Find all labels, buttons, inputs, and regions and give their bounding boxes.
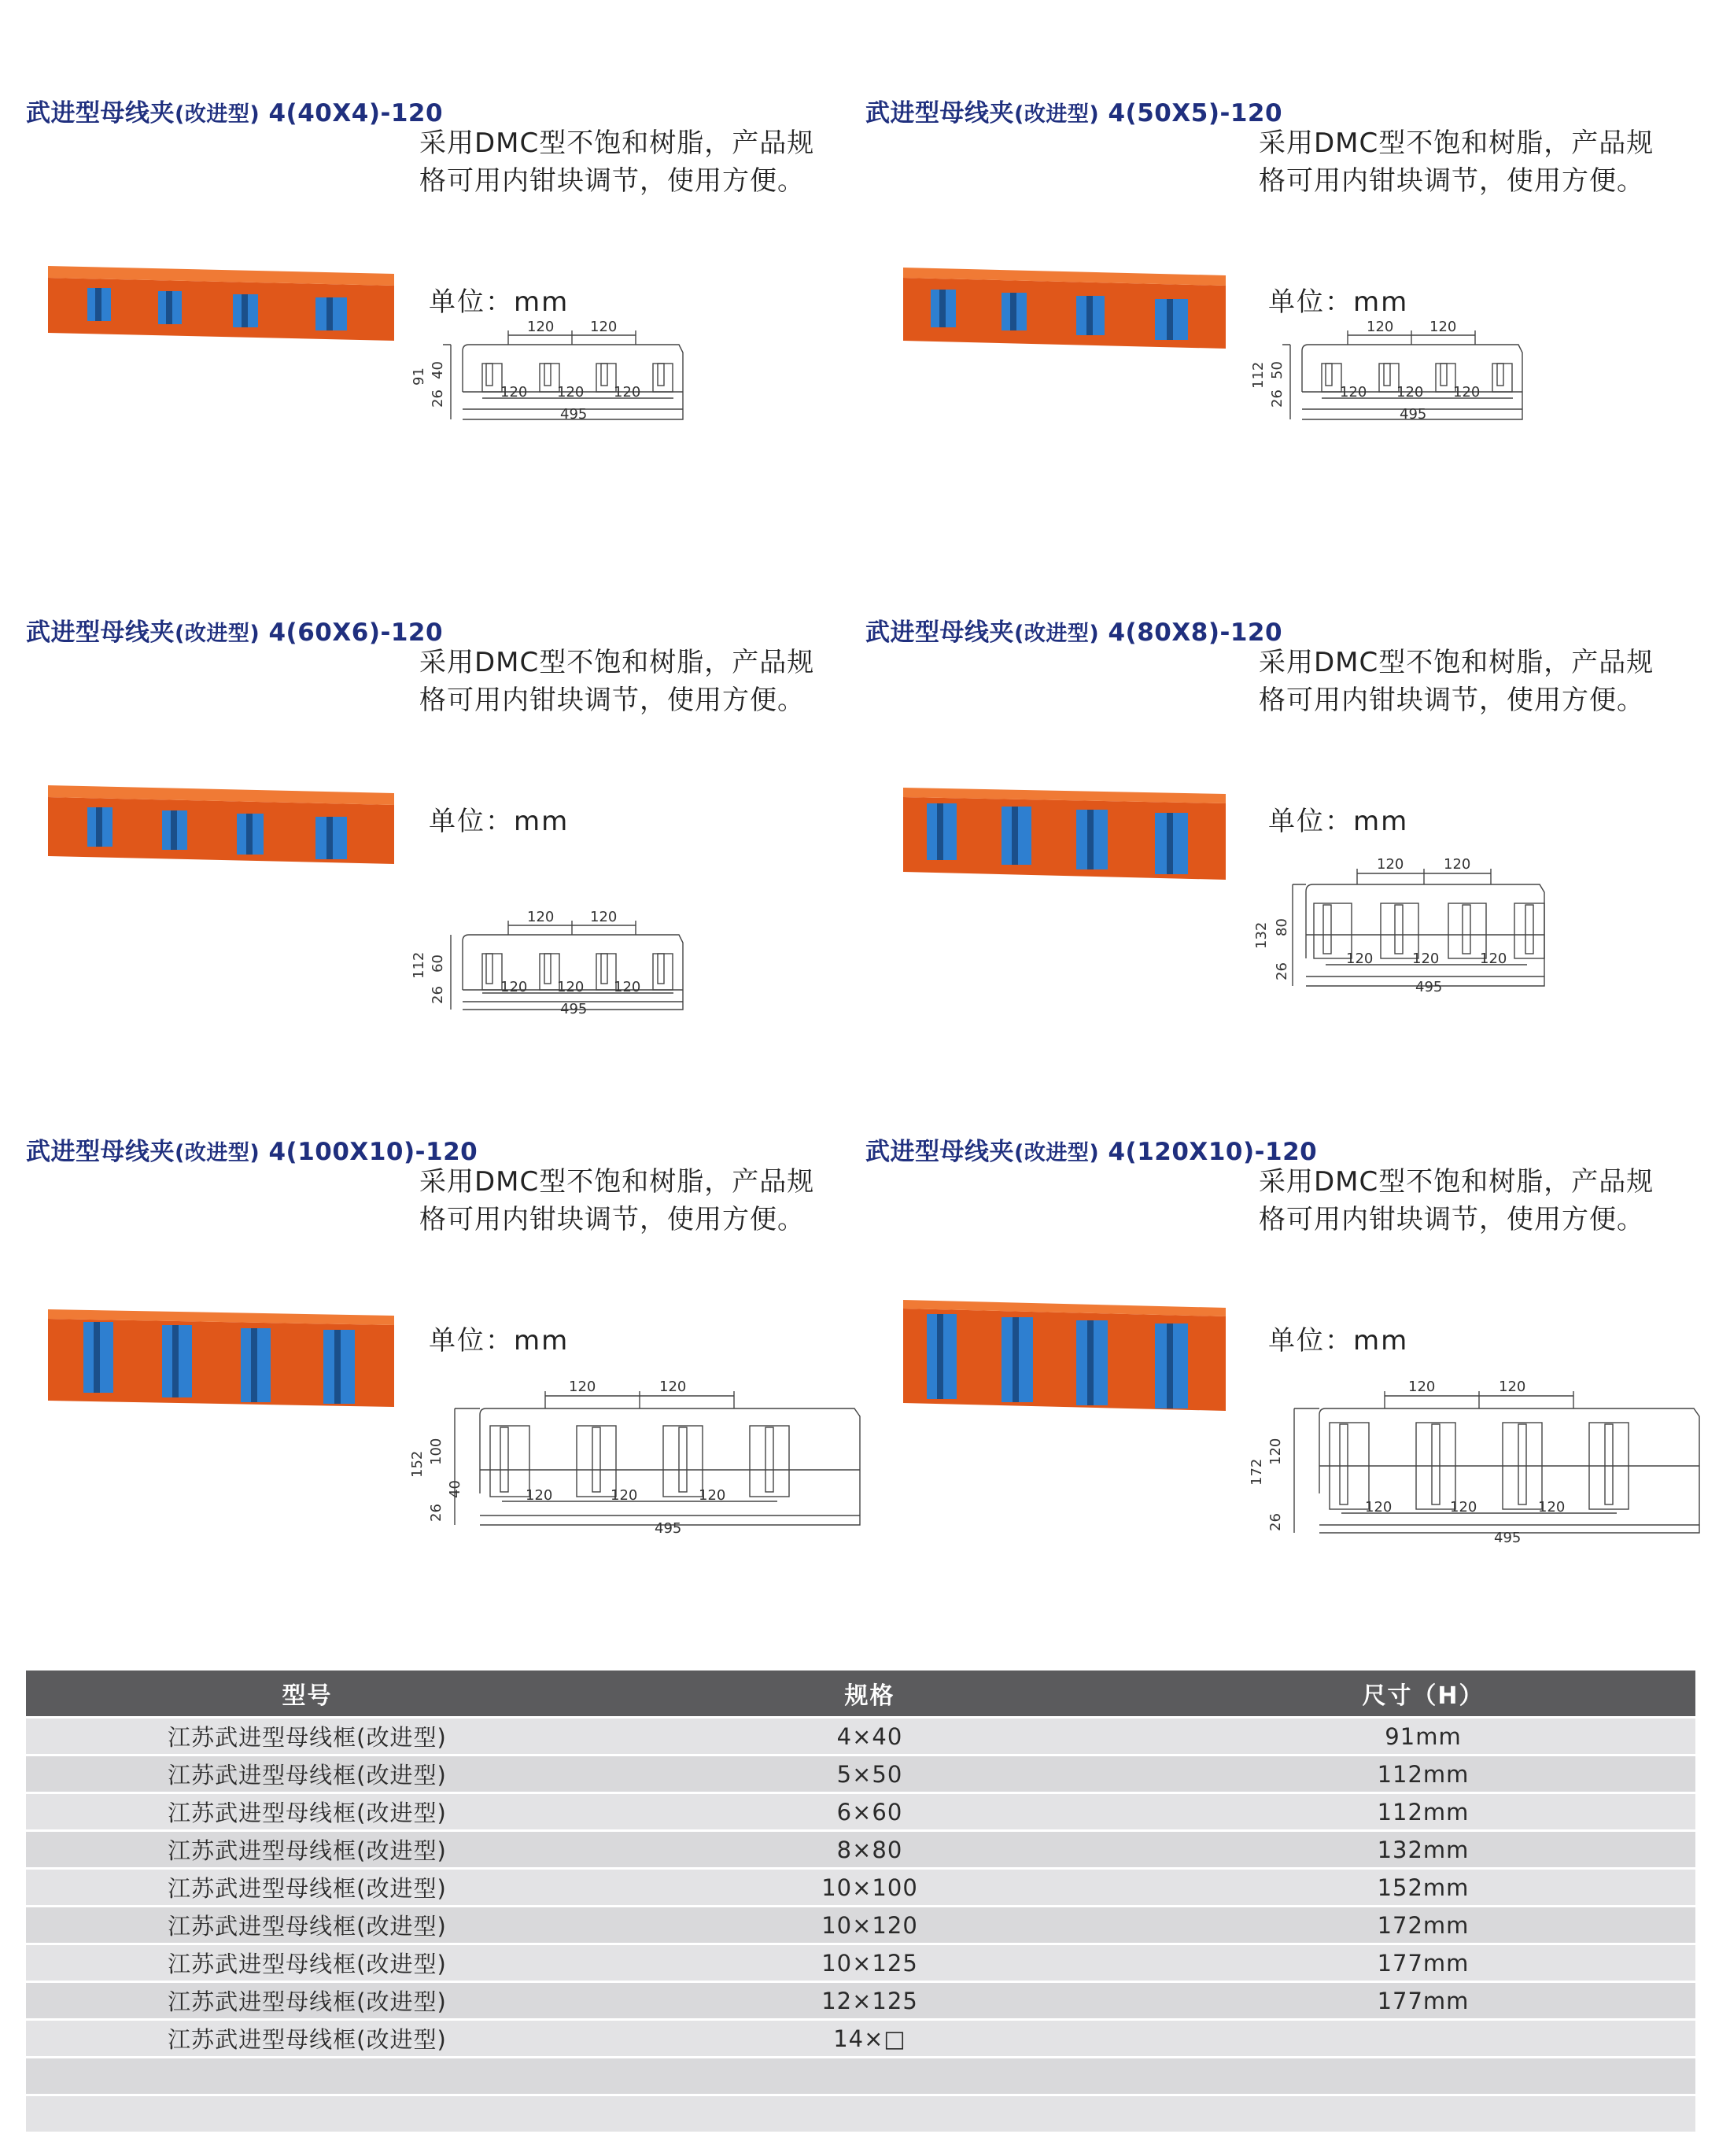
cell-spec: 10×100: [588, 1869, 1151, 1907]
cell-model: [26, 2058, 588, 2095]
dim-height-total: 132: [1253, 921, 1270, 949]
cell-size: 177mm: [1151, 1944, 1695, 1982]
cell-model: 江苏武进型母线框(改进型): [26, 1718, 588, 1755]
cell-model: 江苏武进型母线框(改进型): [26, 1869, 588, 1907]
dim-total-length: 495: [1400, 406, 1427, 423]
dim-base-height: 26: [430, 389, 446, 408]
dim-bottom-a: 120: [1365, 1499, 1393, 1515]
dim-slot-height: 100: [428, 1438, 445, 1465]
cell-spec: 14×□: [588, 2020, 1151, 2058]
dim-total-length: 495: [655, 1520, 682, 1537]
dim-total-length: 495: [560, 1001, 588, 1017]
cell-spec: 4×40: [588, 1718, 1151, 1755]
product-card: [865, 93, 1715, 612]
dim-bottom-c: 120: [614, 979, 641, 995]
cell-size: 152mm: [1151, 1869, 1695, 1907]
table-row: [26, 1869, 1695, 1907]
dim-top-b: 120: [590, 909, 618, 925]
dim-top-a: 120: [527, 319, 555, 335]
dim-bottom-b: 120: [557, 979, 585, 995]
dim-bottom-a: 120: [526, 1487, 553, 1504]
cell-model: 江苏武进型母线框(改进型): [26, 1831, 588, 1869]
dim-slot-height: 50: [1269, 361, 1286, 379]
dim-base-height: 26: [1274, 962, 1290, 980]
dim-base-height: 26: [1269, 389, 1286, 408]
dim-bottom-b: 120: [1412, 951, 1440, 967]
dim-height-total: 152: [409, 1450, 426, 1478]
dim-bottom-b: 120: [611, 1487, 638, 1504]
dim-bottom-c: 120: [699, 1487, 726, 1504]
cell-size: [1151, 2095, 1695, 2132]
product-title: 武进型母线夹(改进型) 4(80X8)-120: [865, 618, 1283, 647]
table-row: [26, 1907, 1695, 1944]
dim-bottom-c: 120: [1453, 384, 1481, 401]
dimension-drawing: [408, 1368, 864, 1588]
dim-top-b: 120: [1429, 319, 1457, 335]
dim-top-b: 120: [1444, 856, 1471, 873]
cell-size: 112mm: [1151, 1755, 1695, 1793]
cell-model: 江苏武进型母线框(改进型): [26, 1907, 588, 1944]
dim-bottom-a: 120: [1340, 384, 1367, 401]
unit-label: 单位：mm: [429, 1325, 570, 1357]
dim-base-height: 26: [1267, 1513, 1284, 1531]
header-spec: 规格: [588, 1671, 1151, 1718]
dim-slot-height: 40: [430, 361, 446, 379]
dim-bottom-a: 120: [500, 979, 528, 995]
dim-height-total: 112: [1250, 361, 1267, 389]
product-card: [26, 1132, 876, 1651]
dim-height-total: 172: [1249, 1458, 1265, 1486]
cell-spec: 10×125: [588, 1944, 1151, 1982]
dim-top-b: 120: [1499, 1379, 1526, 1395]
unit-label: 单位：mm: [429, 286, 570, 318]
dim-bottom-b: 120: [557, 384, 585, 401]
product-title: 武进型母线夹(改进型) 4(120X10)-120: [865, 1138, 1318, 1166]
header-size: 尺寸（H）: [1151, 1671, 1695, 1718]
dim-bottom-c: 120: [614, 384, 641, 401]
product-photo: [48, 777, 410, 880]
table-row: [26, 2020, 1695, 2058]
cell-spec: [588, 2058, 1151, 2095]
cell-spec: 8×80: [588, 1831, 1151, 1869]
dim-top-b: 120: [590, 319, 618, 335]
cell-model: 江苏武进型母线框(改进型): [26, 1755, 588, 1793]
dim-height-total: 91: [411, 367, 427, 386]
dim-bottom-b: 120: [1450, 1499, 1477, 1515]
cell-model: 江苏武进型母线框(改进型): [26, 1793, 588, 1831]
dim-height-total: 112: [411, 951, 427, 979]
dim-slot-height: 80: [1274, 918, 1290, 936]
product-photo: [48, 1305, 410, 1407]
dim-total-length: 495: [1494, 1530, 1522, 1546]
table-row: [26, 1982, 1695, 2020]
cell-size: [1151, 2058, 1695, 2095]
cell-model: 江苏武进型母线框(改进型): [26, 2020, 588, 2058]
product-card: [865, 612, 1715, 1132]
product-description: 采用DMC型不饱和树脂，产品规 格可用内钳块调节，使用方便。: [419, 127, 815, 197]
dim-bottom-a: 120: [1346, 951, 1374, 967]
cell-model: 江苏武进型母线框(改进型): [26, 1944, 588, 1982]
cell-size: 172mm: [1151, 1907, 1695, 1944]
dim-slot-inner: 40: [447, 1480, 463, 1498]
table-row: [26, 1831, 1695, 1869]
cell-model: 江苏武进型母线框(改进型): [26, 1982, 588, 2020]
dimension-drawing: [1247, 1368, 1703, 1588]
product-card: [26, 612, 876, 1132]
product-description: 采用DMC型不饱和树脂，产品规 格可用内钳块调节，使用方便。: [1259, 127, 1654, 197]
product-description: 采用DMC型不饱和树脂，产品规 格可用内钳块调节，使用方便。: [419, 1166, 815, 1235]
cell-size: 177mm: [1151, 1982, 1695, 2020]
cell-spec: 12×125: [588, 1982, 1151, 2020]
dim-top-a: 120: [527, 909, 555, 925]
table-row: [26, 1944, 1695, 1982]
dim-top-a: 120: [1408, 1379, 1436, 1395]
unit-label: 单位：mm: [1268, 1325, 1409, 1357]
dimension-drawing: [1247, 848, 1703, 1053]
cell-model: [26, 2095, 588, 2132]
dim-total-length: 495: [560, 406, 588, 423]
dim-bottom-b: 120: [1396, 384, 1424, 401]
dim-slot-height: 60: [430, 954, 446, 973]
table-row: [26, 1755, 1695, 1793]
dimension-drawing: [408, 313, 864, 494]
dimension-drawing: [408, 903, 864, 1084]
table-row: [26, 1718, 1695, 1755]
dim-base-height: 26: [430, 986, 446, 1004]
table-row: [26, 1793, 1695, 1831]
dim-bottom-c: 120: [1480, 951, 1507, 967]
product-title: 武进型母线夹(改进型) 4(50X5)-120: [865, 99, 1283, 127]
dim-bottom-a: 120: [500, 384, 528, 401]
product-card: [865, 1132, 1715, 1651]
product-description: 采用DMC型不饱和树脂，产品规 格可用内钳块调节，使用方便。: [1259, 647, 1654, 716]
cell-size: [1151, 2020, 1695, 2058]
cell-size: 132mm: [1151, 1831, 1695, 1869]
product-description: 采用DMC型不饱和树脂，产品规 格可用内钳块调节，使用方便。: [1259, 1166, 1654, 1235]
unit-label: 单位：mm: [1268, 806, 1409, 837]
product-title: 武进型母线夹(改进型) 4(100X10)-120: [26, 1138, 478, 1166]
dim-bottom-c: 120: [1538, 1499, 1566, 1515]
dim-base-height: 26: [428, 1504, 445, 1522]
cell-spec: 10×120: [588, 1907, 1151, 1944]
table-row: [26, 2095, 1695, 2132]
cell-size: 112mm: [1151, 1793, 1695, 1831]
product-photo: [48, 258, 410, 360]
dimension-drawing: [1247, 313, 1703, 494]
product-card: [26, 93, 876, 612]
table-row: [26, 2058, 1695, 2095]
dim-top-a: 120: [1367, 319, 1394, 335]
cell-spec: 6×60: [588, 1793, 1151, 1831]
unit-label: 单位：mm: [1268, 286, 1409, 318]
dim-top-a: 120: [569, 1379, 596, 1395]
unit-label: 单位：mm: [429, 806, 570, 837]
header-model: 型号: [26, 1671, 588, 1718]
product-description: 采用DMC型不饱和树脂，产品规 格可用内钳块调节，使用方便。: [419, 647, 815, 716]
cell-spec: [588, 2095, 1151, 2132]
dim-total-length: 495: [1415, 979, 1443, 995]
dim-slot-height: 120: [1267, 1438, 1284, 1465]
product-photo: [887, 258, 1249, 360]
dim-top-a: 120: [1377, 856, 1404, 873]
product-title: 武进型母线夹(改进型) 4(60X6)-120: [26, 618, 444, 647]
product-title: 武进型母线夹(改进型) 4(40X4)-120: [26, 99, 444, 127]
table-header-row: [26, 1671, 1695, 1718]
cell-spec: 5×50: [588, 1755, 1151, 1793]
product-photo: [887, 1297, 1249, 1415]
spec-table: [26, 1671, 1695, 2132]
dim-top-b: 120: [659, 1379, 687, 1395]
cell-size: 91mm: [1151, 1718, 1695, 1755]
product-photo: [887, 781, 1249, 884]
